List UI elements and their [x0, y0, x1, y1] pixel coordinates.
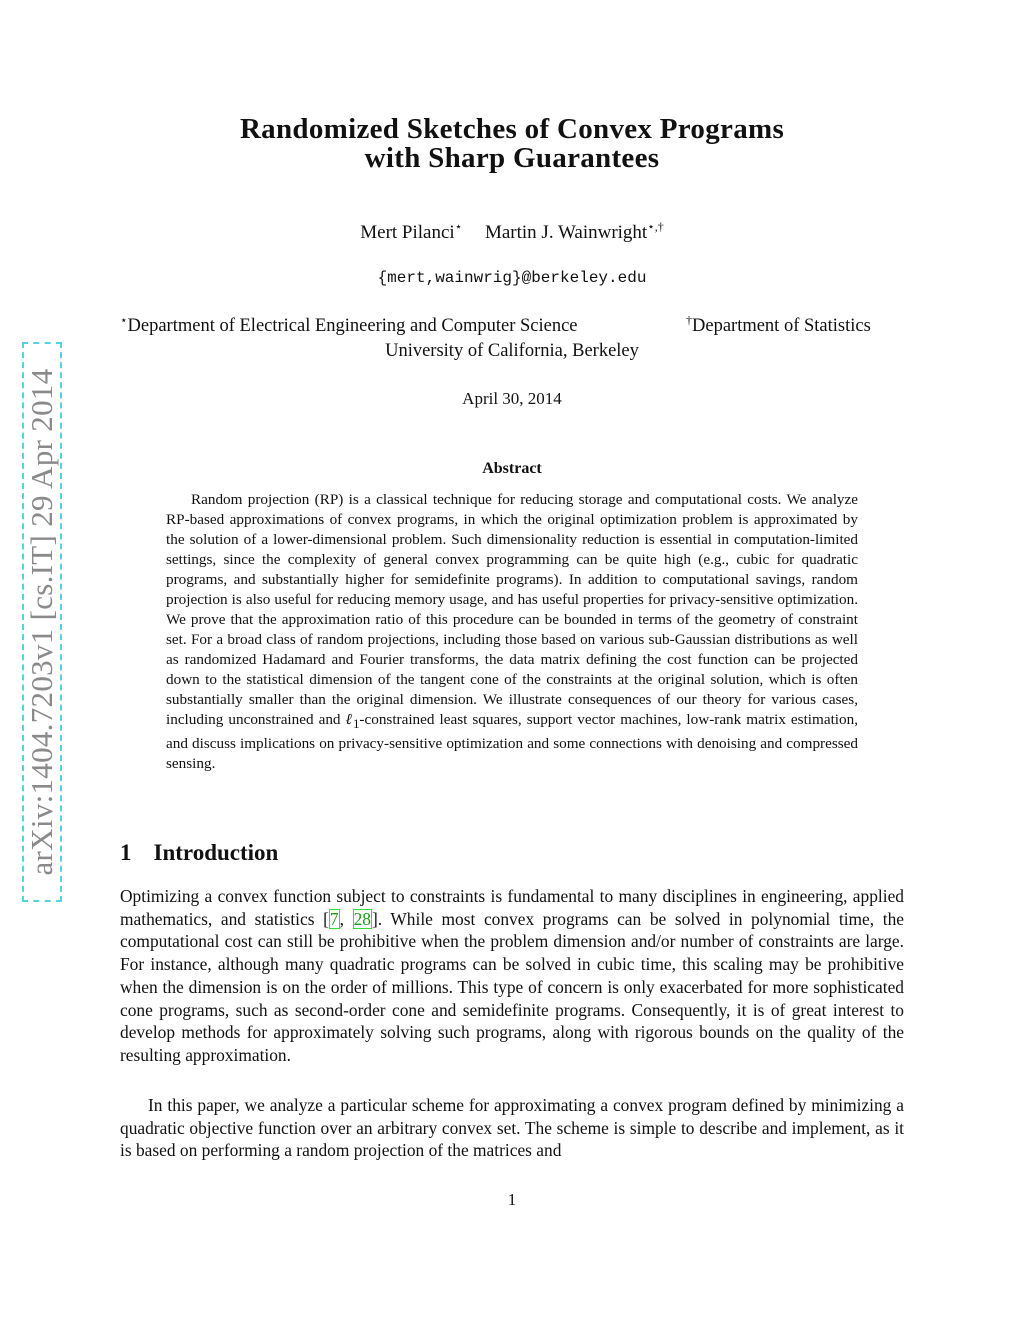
- ell-subscript: 1: [353, 717, 360, 732]
- paper-title: [0, 115, 1024, 173]
- author-email: {mert,wainwrig}@berkeley.edu: [377, 269, 647, 287]
- para1-part-1: Optimizing a convex function subject to constraints is fundamental to many disciplines in engineering, applied mathematics, and statistics [: [120, 886, 904, 929]
- section-number: 1: [120, 840, 132, 865]
- author-name: Martin J. Wainwright: [484, 222, 648, 244]
- para1-part-2: ]. While most convex programs can be solved in polynomial time, the computational cost can still be prohibitive when the problem dimension and/or number of constraints are large. For instance, although many quadratic programs can be solved in cubic time, this scaling may be prohibitive when the dimension is on the order of millions. This type of concern is only exacerbated for more sophisticated cone programs, such as second-order cone and semidefinite programs. Consequently, it is of great interest to develop methods for approximately solving such programs, along with rigorous bounds on the quality of the resulting approximation.: [120, 908, 904, 1065]
- page-number: 1: [507, 1190, 517, 1209]
- affiliation-text: Department of Statistics: [692, 316, 871, 337]
- ell-symbol: ℓ: [345, 711, 354, 728]
- citation-link-7[interactable]: 7: [329, 908, 339, 929]
- university: University of California, Berkeley: [385, 341, 639, 361]
- affiliation-mark: ⋆: [120, 313, 128, 327]
- author-name: Mert Pilanci: [360, 222, 455, 244]
- title-line-2: with Sharp Guarantees: [364, 142, 660, 174]
- abstract-part-1: Random projection (RP) is a classical technique for reducing storage and computational costs. We analyze RP-based approximations of convex programs, in which the original optimization problem is approximated by the solution of a lower-dimensional problem. Such dimensionality reduction is essential in computation-limited settings, since the complexity of general convex programming can be quite high (e.g., cubic for quadratic programs, and substantially higher for semidefinite programs). In addition to computational savings, random projection is also useful for reducing memory usage, and has useful properties for privacy-sensitive optimization. We prove that the approximation ratio of this procedure can be bounded in terms of the geometry of constraint set. For a broad class of random projections, including those based on various sub-Gaussian distributions as well as randomized Hadamard and Fourier transforms, the data matrix defining the cost function can be projected down to the statistical dimension of the tangent cone of the constraints at the original solution, which is often substantially smaller than the original dimension. We illustrate consequences of our theory for various cases, including unconstrained and: [166, 491, 858, 728]
- body-paragraph-2: In this paper, we analyze a particular scheme for approximating a convex program defined by minimizing a quadratic objective function over an arbitrary convex set. The scheme is simple to describe and implement, as it is based on performing a random projection of the matrices and: [120, 1095, 904, 1161]
- section-title: Introduction: [153, 840, 279, 865]
- author-mark: ⋆: [454, 220, 463, 234]
- author-mark: ⋆,†: [647, 220, 664, 234]
- abstract-text: [166, 490, 858, 774]
- title-line-1: Randomized Sketches of Convex Programs: [239, 113, 785, 145]
- abstract-part-2: -constrained least squares, support vector machines, low-rank matrix estimation, and discuss implications on privacy-sensitive optimization and some connections with denoising and compressed sensing.: [166, 711, 858, 773]
- affiliation-right: [686, 313, 871, 337]
- body-paragraph-1: [120, 885, 904, 1067]
- arxiv-id: arXiv:1404.7203v1 [cs.IT] 29 Apr 2014: [24, 368, 59, 876]
- affiliation-mark: †: [686, 313, 692, 327]
- author-1: [360, 222, 462, 243]
- arxiv-stamp: [22, 342, 62, 902]
- citation-link-28[interactable]: 28: [353, 908, 371, 929]
- affiliation-left: [120, 313, 578, 337]
- paper-date: April 30, 2014: [462, 389, 562, 408]
- affiliation-text: Department of Electrical Engineering and Computer Science: [127, 316, 578, 337]
- section-heading: [120, 840, 278, 866]
- citation-separator: ,: [339, 908, 353, 929]
- author-2: [485, 222, 664, 243]
- abstract-heading: Abstract: [482, 460, 542, 477]
- author-list: [0, 220, 1024, 244]
